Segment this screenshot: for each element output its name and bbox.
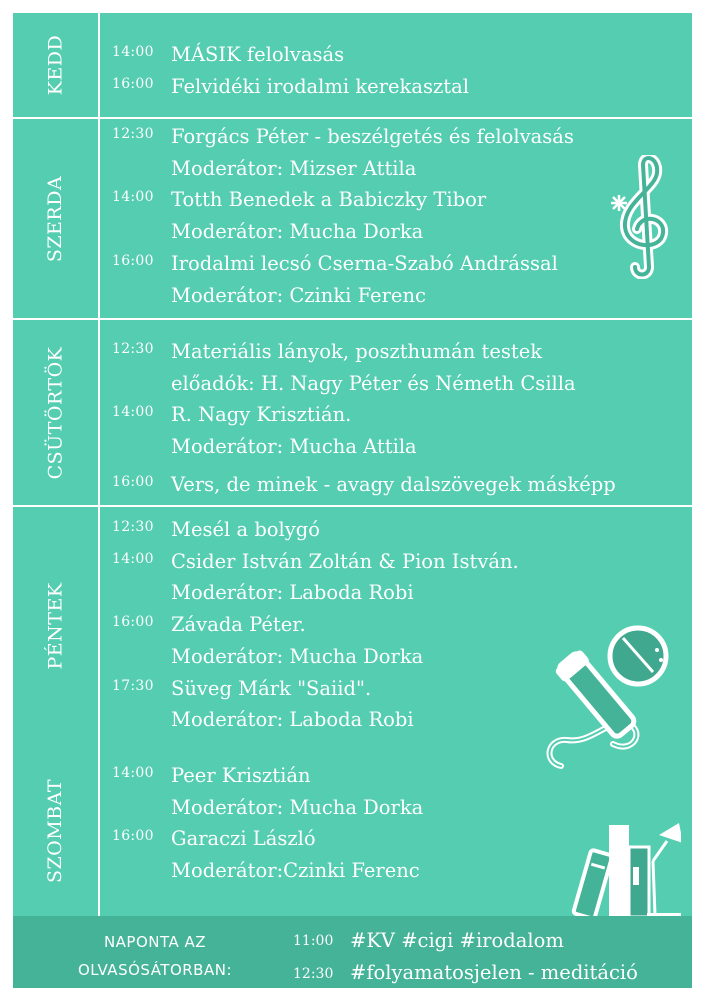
event-title: Forgács Péter - beszélgetés és felolvasás — [171, 125, 574, 148]
event-line — [13, 42, 692, 74]
event-time: 16:00 — [112, 828, 154, 845]
event-time: 12:30 — [112, 126, 154, 142]
books-and-lamp-icon — [561, 821, 681, 917]
footer-heading-line2: OLVASÓSÁTORBAN: — [77, 961, 233, 979]
event-title: Garaczi László — [171, 827, 316, 851]
event-title: Csider István Zoltán & Pion István. — [171, 549, 519, 573]
event-title: Mesél a bolygó — [171, 518, 321, 541]
footer-item-text: #folyamatosjelen - meditáció — [350, 961, 638, 984]
day-name: PÉNTEK — [44, 581, 67, 670]
event-line — [13, 434, 692, 466]
event-line — [13, 74, 692, 106]
event-detail: Moderátor: Mucha Attila — [171, 435, 417, 459]
event-detail: Moderátor:Czinki Ferenc — [171, 859, 420, 883]
daily-tent-footer — [13, 916, 692, 988]
event-line — [13, 371, 692, 403]
event-time: 16:00 — [112, 75, 154, 92]
event-line — [13, 283, 692, 315]
event-time: 16:00 — [112, 252, 154, 269]
event-title: Felvidéki irodalmi kerekasztal — [171, 74, 469, 98]
event-title: Irodalmi lecsó Cserna-Szabó Andrással — [171, 251, 558, 275]
event-time: 14:00 — [112, 404, 154, 421]
event-line — [13, 187, 692, 219]
event-detail: Moderátor: Mucha Dorka — [171, 795, 424, 819]
event-detail: Moderátor: Laboda Robi — [171, 708, 414, 732]
program-poster — [13, 13, 692, 988]
event-line — [13, 517, 692, 549]
event-detail: Moderátor: Laboda Robi — [171, 581, 414, 605]
event-title: R. Nagy Krisztián. — [171, 403, 352, 427]
event-detail: Moderátor: Mizser Attila — [171, 156, 417, 180]
footer-heading-line1: NAPONTA AZ — [103, 933, 207, 951]
event-time: 17:30 — [112, 677, 154, 694]
event-title: Peer Krisztián — [171, 764, 311, 787]
event-line — [13, 156, 692, 188]
event-detail: Moderátor: Mucha Dorka — [171, 644, 424, 668]
event-line — [13, 549, 692, 581]
event-line — [13, 402, 692, 434]
footer-item-text: #KV #cigi #irodalom — [350, 929, 564, 952]
day-divider — [13, 318, 692, 320]
microphone-icon — [533, 620, 673, 782]
event-time: 16:00 — [112, 614, 154, 631]
event-time: 14:00 — [112, 550, 154, 567]
treble-clef-icon — [609, 155, 681, 279]
event-line — [13, 339, 692, 371]
event-detail: előadók: H. Nagy Péter és Németh Csilla — [171, 371, 576, 395]
day-divider — [13, 505, 692, 507]
event-line — [13, 472, 692, 504]
event-detail: Moderátor: Mucha Dorka — [171, 220, 424, 244]
event-line — [13, 580, 692, 612]
event-time: 16:00 — [112, 474, 154, 491]
event-time: 14:00 — [112, 189, 154, 206]
event-title: Totth Benedek a Babiczky Tibor — [171, 188, 487, 212]
day-name: SZERDA — [44, 175, 67, 262]
event-time: 14:00 — [112, 44, 154, 60]
event-title: Vers, de minek - avagy dalszövegek másképp — [171, 473, 616, 497]
event-time: 12:30 — [112, 519, 154, 535]
day-name: SZOMBAT — [44, 778, 67, 884]
day-divider — [13, 117, 692, 119]
day-name: KEDD — [44, 34, 67, 96]
footer-time: 12:30 — [293, 966, 334, 982]
event-detail: Moderátor: Czinki Ferenc — [171, 283, 426, 307]
event-line — [13, 124, 692, 156]
event-line — [13, 251, 692, 283]
event-title: Materiális lányok, poszthumán testek — [171, 340, 543, 363]
event-time: 12:30 — [112, 341, 154, 357]
event-title: Süveg Márk "Saiid". — [171, 676, 372, 700]
event-title: MÁSIK felolvasás — [171, 43, 345, 66]
footer-time: 11:00 — [293, 933, 334, 949]
day-name: CSÜTÖRTÖK — [44, 346, 67, 479]
event-time: 14:00 — [112, 765, 154, 781]
event-line — [13, 219, 692, 251]
event-title: Závada Péter. — [171, 613, 306, 637]
